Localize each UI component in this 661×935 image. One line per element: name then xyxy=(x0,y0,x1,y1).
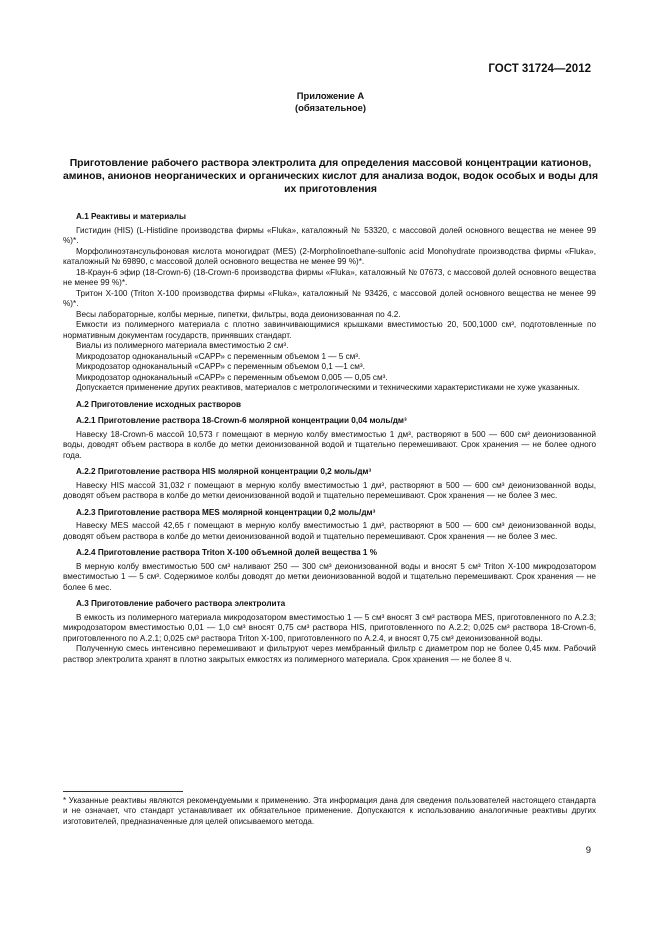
standard-code: ГОСТ 31724—2012 xyxy=(488,63,591,75)
material-item: Весы лабораторные, колбы мерные, пипетки, фильтры, вода деионизованная по 4.2. xyxy=(76,309,401,319)
material-item: Допускается применение других реактивов, материалов с метрологическими и техническими характеристиками не хуже указанных. xyxy=(76,383,580,392)
appendix-subtitle: (обязательное) xyxy=(295,102,366,113)
section-a3-paragraph: В емкость из полимерного материала микродозатором вместимостью 1 — 5 см³ вносят 3 см³ раствора MES, приготовленного по А.2.3; микродозатором вместимостью 0,01 — 1,0 см³ вносят 0,75 см³ раствора HIS, приготовленного по А.2.2; 0,025 см³ раствора 18-Crown-6, приготовленного по А.2.1; 0,025 см³ раствора Triton X-100, приготовленного по А.2.4, и вносят 0,75 см³ деионизованной воды. xyxy=(63,612,596,643)
section-a21-heading: А.2.1 Приготовление раствора 18-Crown-6 молярной концентрации 0,04 моль/дм³ xyxy=(76,416,407,425)
material-item: Микродозатор одноканальный «САРР» с переменным объемом 0,005 — 0,05 см³. xyxy=(76,372,388,382)
material-item: Микродозатор одноканальный «САРР» с переменным объемом 1 — 5 см³. xyxy=(76,351,361,361)
document-title: Приготовление рабочего раствора электролита для определения массовой концентрации катионов, аминов, анионов неорганических и органических кислот для анализа водок, водок особых и воды для их приготовления xyxy=(62,158,599,195)
section-a22-text: Навеску HIS массой 31,032 г помещают в мерную колбу вместимостью 1 дм³, растворяют в 500 — 600 см³ деионизованной воды, доводят объем раствора в колбе до метки деионизованной водой и тщательно перемешивают. Срок хранения — не более 3 мес. xyxy=(63,480,596,500)
section-a1-heading: А.1 Реактивы и материалы xyxy=(76,212,186,221)
footnote-divider xyxy=(63,791,183,792)
section-a21-text: Навеску 18-Crown-6 массой 10,573 г помещают в мерную колбу вместимостью 1 дм³, растворяют в 500 — 600 см³ деионизованной воды, доводят объем раствора в колбе до метки деионизованной водой и тщательно перемешивают. Срок хранения — не более одного года. xyxy=(63,429,596,460)
reagent-item: Тритон Х-100 (Triton X-100 производства фирмы «Fluka», каталожный № 93426, с массовой долей основного вещества не менее 99 %)*. xyxy=(63,288,596,308)
material-item: Виалы из полимерного материала вместимостью 2 см³. xyxy=(76,341,289,350)
section-a23-text: Навеску MES массой 42,65 г помещают в мерную колбу вместимостью 1 дм³, растворяют в 500 — 600 см³ деионизованной воды, доводят объем раствора в колбе до метки деионизованной водой и тщательно перемешивают. Срок хранения — не более 3 мес. xyxy=(63,521,596,541)
section-a3-paragraph: Полученную смесь интенсивно перемешивают и фильтруют через мембранный фильтр с диаметром пор не более 0,45 мкм. Рабочий раствор электролита хранят в плотно закрытых емкостях из полимерного материала. Срок хранения — не более 8 ч. xyxy=(63,644,596,664)
appendix-title: Приложение А xyxy=(296,90,365,101)
section-a24-heading: А.2.4 Приготовление раствора Triton X-100 объемной долей вещества 1 % xyxy=(76,548,378,557)
footnote: * Указанные реактивы являются рекомендуемыми к применению. Эта информация дана для сведения пользователей настоящего стандарта и не означает, что стандарт устанавливает их обязательное применение. Допускаются к использованию аналогичные реактивы других изготовителей, предназначенные для целей описываемого метода. xyxy=(63,796,596,826)
page-number: 9 xyxy=(585,845,591,856)
section-a23-heading: А.2.3 Приготовление раствора MES молярной концентрации 0,2 моль/дм³ xyxy=(76,507,376,517)
section-a2-heading: А.2 Приготовление исходных растворов xyxy=(76,399,242,409)
section-a3-heading: А.3 Приготовление рабочего раствора электролита xyxy=(76,599,286,608)
material-item: Емкости из полимерного материала с плотно завинчивающимися крышками вместимостью 20, 500,1000 см³, подготовленные по нормативным документам государств, принявших стандарт. xyxy=(63,320,596,340)
reagent-item: Гистидин (HIS) (L-Histidine производства фирмы «Fluka», каталожный № 53320, с массовой долей основного вещества не менее 99 %)*. xyxy=(63,225,596,245)
reagent-item: 18-Краун-6 эфир (18-Crown-6) (18-Crown-6 производства фирмы «Fluka», каталожный № 07673, с массовой долей основного вещества не менее 99 %)*. xyxy=(63,267,596,287)
section-a24-text: В мерную колбу вместимостью 500 см³ наливают 250 — 300 см³ деионизованной воды и вносят 5 см³ Triton X-100 микродозатором вместимостью 1 — 5 см³. Содержимое колбы доводят до метки деионизованной водой и тщательно перемешивают. Срок хранения — не более 6 мес. xyxy=(63,561,596,592)
reagent-item: Морфолиноэтансульфоновая кислота моногидрат (MES) (2-Morpholinoethane-sulfonic acid Monohydrate производства фирмы «Fluka», каталожный № 69890, с массовой долей основного вещества не менее 99 %)*. xyxy=(63,246,596,266)
material-item: Микродозатор одноканальный «САРР» с переменным объемом 0,1 —1 см³. xyxy=(76,362,365,371)
section-a22-heading: А.2.2 Приготовление раствора HIS молярной концентрации 0,2 моль/дм³ xyxy=(76,467,372,476)
appendix-heading xyxy=(0,90,661,114)
document-body xyxy=(63,212,596,665)
